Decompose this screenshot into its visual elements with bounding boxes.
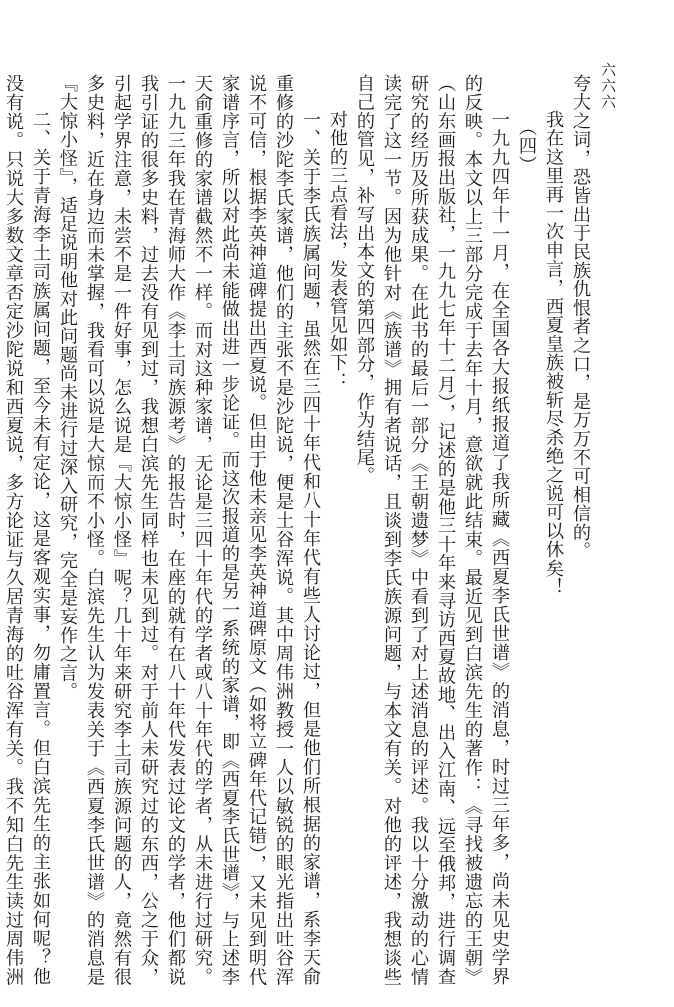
vertical-text-body	[3, 74, 594, 986]
paragraph: 一九九四年十一月，在全国各大报纸报道了我所藏《西夏李氏世谱》的消息，时过三年多，尚未见史学界的反映。本文以上三部分完成于去年十月，意欲就此结束。最近见到白滨先生的著作：《寻找被遗忘的王朝》（山东画报出版社，一九九七年十二月），记述的是他三十年来寻访西夏故地、出入江南、远至俄邦，进行调查研究的经历及所获成果。在此书的最后一部分《王朝遗梦》中看到了对上述消息的评述。我以十分激动的心情读完了这一节。因为他针对《族谱》拥有者说话，且谈到李氏族源问题，与本文有关。对他的评述，我想谈些自己的管见，补写出本文的第四部分，作为结尾。	[354, 74, 510, 986]
paragraph: 我在这里再一次申言，西夏皇族被斩尽杀绝之说可以休矣！	[543, 110, 564, 597]
paragraph: 二、关于青海李土司族属问题，至今未有定论，这是客观实事，勿庸置言。但白滨先生的主张如何呢？他没有说。只说大多数文章否定沙陀说和西夏说，多方论证与久居青海的吐谷浑有关。我不知白先生读过周伟洲	[3, 74, 51, 986]
section-heading: （四）	[516, 117, 537, 174]
paragraph: 一、关于李氏族属问题，虽然在三四十年代和八十年代有些人讨论过，但是他们所根据的家谱，系李天俞重修的沙陀李氏家谱，他们的主张不是沙陀说，便是土谷浑说。其中周伟洲教授一人以敏锐的眼光指出吐谷浑说不可信，根据李英神道碑提出西夏说。但由于他未亲见李英神道碑原文（如将立碑年代记错），又未见到明代家谱序言，所以对此尚未能做出进一步论证。而这次报道的是另一系统的家谱，即《西夏李氏世谱》，与上述李天俞重修的家谱截然不一样。而对这种家谱，无论是三四十年代的学者或八十年代的学者，从未进行过研究。一九九三年我在青海师大作《李土司族源考》的报告时，在座的就有在八十年代发表过论文的学者，他们都说我引证的很多史料，过去没有见到过，我想白滨先生同样也未见到过。对于前人未研究过的东西，公之于众，引起学界注意，未尝不是一件好事，怎么说是『大惊小怪』呢？几十年来研究李土司族源问题的人，竟然有很多史料，近在身边而未掌握，我看可以说是大惊而不小怪。白滨先生认为发表关于《西夏李氏世谱》的消息是『大惊小怪』，适足说明他对此问题尚未进行过深入研究，完全是妄作之言。	[57, 74, 321, 986]
paragraph-continuation: 夸大之词，恐皆出于民族仇恨者之口，是万万不可相信的。	[570, 74, 591, 561]
paragraph: 对他的三点看法，发表管见如下：	[327, 110, 348, 391]
page-number: 六六六	[599, 62, 617, 110]
